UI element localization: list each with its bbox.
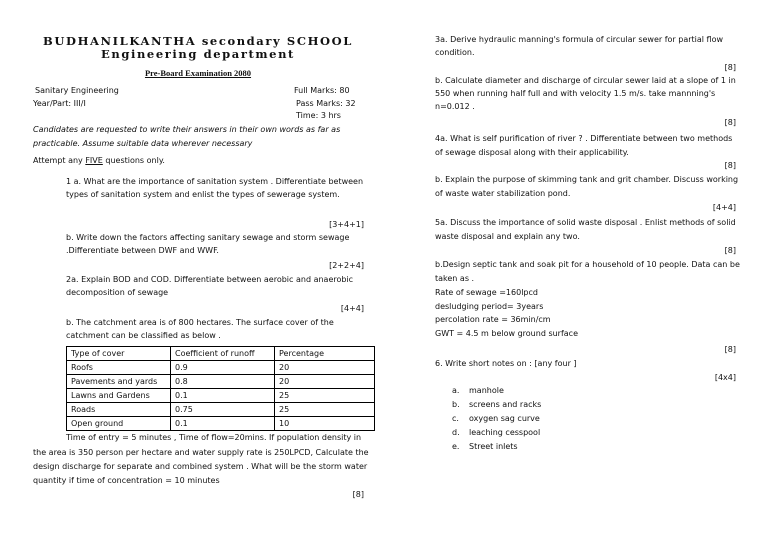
list-item: e. Street inlets <box>452 442 518 451</box>
list-item: b. screens and racks <box>452 400 542 409</box>
list-item: d. leaching cesspool <box>452 428 541 437</box>
data-line: Rate of sewage =160lpcd <box>435 288 538 297</box>
question-5a: 5a. Discuss the importance of solid waste disposal . Enlist methods of solid waste disposal and explain any two. <box>435 218 736 241</box>
table-row <box>67 417 375 431</box>
exam-title: Pre-Board Examination 2080 <box>144 68 252 78</box>
question-1a-marks: [3+4+1] <box>329 220 364 229</box>
question-4a: 4a. What is self purification of river ? . Differentiate between two methods of sewage disposal along with their applicability. <box>435 134 733 157</box>
full-marks: Full Marks: 80 <box>294 86 350 95</box>
question-1b: b. Write down the factors affecting sanitary sewage and storm sewage .Differentiate between DWF and WWF. <box>66 233 350 255</box>
question-2b-marks: [8] <box>352 490 364 499</box>
question-5b-marks: [8] <box>724 345 736 354</box>
question-3a-marks: [8] <box>724 63 736 72</box>
table-cell: Open ground <box>67 417 171 431</box>
table-cell: 0.9 <box>171 361 275 375</box>
table-row <box>67 361 375 375</box>
table-cell: 20 <box>275 361 375 375</box>
question-1b-marks: [2+2+4] <box>329 261 364 270</box>
table-cell: 25 <box>275 389 375 403</box>
subject: Sanitary Engineering <box>35 86 119 95</box>
department-name: Engineering department <box>101 47 295 61</box>
question-5b: b.Design septic tank and soak pit for a household of 10 people. Data can be taken as . <box>435 260 740 283</box>
data-line: desludging period= 3years <box>435 301 544 311</box>
question-3a: 3a. Derive hydraulic manning's formula of circular sewer for partial flow condition. <box>435 35 724 57</box>
list-item: c. oxygen sag curve <box>452 414 540 423</box>
table-row <box>67 389 375 403</box>
question-2b-continued: Time of entry = 5 minutes , Time of flow=20mins. If population density in <box>66 433 362 442</box>
table-header-cell: Percentage <box>275 347 375 361</box>
data-line: GWT = 4.5 m below ground surface <box>435 328 579 338</box>
question-4b: b. Explain the purpose of skimming tank and grit chamber. Discuss working of waste water stabilization pond. <box>435 175 739 198</box>
runoff-table <box>66 346 375 431</box>
table-row <box>67 403 375 417</box>
table-cell: Roofs <box>67 361 171 375</box>
table-cell: Roads <box>67 403 171 417</box>
list-item: a. manhole <box>452 386 504 395</box>
pass-marks: Pass Marks: 32 <box>296 99 356 108</box>
table-cell: Lawns and Gardens <box>67 389 171 403</box>
table-header-cell: Type of cover <box>67 347 171 361</box>
question-2a-marks: [4+4] <box>340 304 364 313</box>
year-part: Year/Part: III/I <box>33 99 86 108</box>
attempt-instruction: Attempt any FIVE questions only. <box>33 156 165 165</box>
time-allowed: Time: 3 hrs <box>296 111 341 120</box>
septic-tank-data <box>435 286 578 340</box>
table-cell: 25 <box>275 403 375 417</box>
question-6-marks: [4x4] <box>714 373 736 382</box>
table-cell: 10 <box>275 417 375 431</box>
table-header-row <box>67 347 375 361</box>
table-cell: Pavements and yards <box>67 375 171 389</box>
question-2b-continued: the area is 350 person per hectare and water supply rate is 250LPCD, Calculate the design discharge for separate and combined system . What will be the storm water quantity if time of concentration = 10 minutes <box>33 448 369 485</box>
table-row <box>67 375 375 389</box>
question-4b-marks: [4+4] <box>712 203 736 212</box>
short-notes-list <box>452 385 541 455</box>
table-cell: 20 <box>275 375 375 389</box>
question-3b: b. Calculate diameter and discharge of circular sewer laid at a slope of 1 in 550 when running half full and with velocity 1.5 m/s. take mannning's n=0.012 . <box>435 76 736 111</box>
instructions: Candidates are requested to write their answers in their own words as far as practicable. Assume suitable data wherever necessary <box>33 125 341 148</box>
data-line: percolation rate = 36min/cm <box>435 315 551 324</box>
table-header-cell: Coefficient of runoff <box>171 347 275 361</box>
question-2a: 2a. Explain BOD and COD. Differentiate between aerobic and anaerobic decomposition of sewage <box>66 275 354 297</box>
question-1a: 1 a. What are the importance of sanitation system . Differentiate between types of sanitation system and enlist the types of sewerage system. <box>66 177 364 199</box>
question-4a-marks: [8] <box>724 161 736 170</box>
question-2b: b. The catchment area is of 800 hectares. The surface cover of the catchment can be classified as below . <box>66 318 334 340</box>
table-cell: 0.75 <box>171 403 275 417</box>
table-cell: 0.1 <box>171 417 275 431</box>
question-3b-marks: [8] <box>724 118 736 127</box>
question-5a-marks: [8] <box>724 246 736 255</box>
table-cell: 0.8 <box>171 375 275 389</box>
school-name: BUDHANILKANTHA secondary SCHOOL <box>43 34 353 48</box>
question-6: 6. Write short notes on : [any four ] <box>435 359 577 368</box>
table-cell: 0.1 <box>171 389 275 403</box>
